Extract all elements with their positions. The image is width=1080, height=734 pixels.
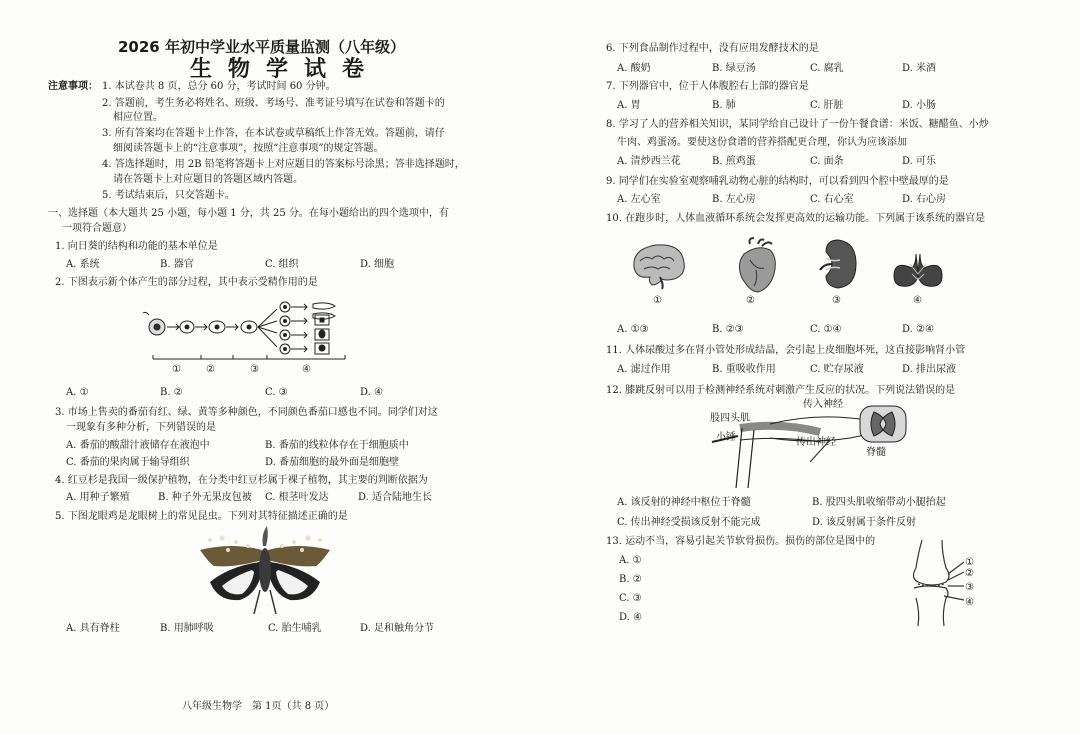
- note-3: 3. 所有答案均在答题卡上作答，在本试卷或草稿纸上作答无效。答题前，请仔: [102, 128, 445, 139]
- q4-option-a: A. 用种子繁殖: [66, 492, 130, 503]
- q2-stem: 2. 下图表示新个体产生的部分过程，其中表示受精作用的是: [55, 277, 318, 288]
- note-1: 1. 本试卷共 8 页，总分 60 分，考试时间 60 分钟。: [102, 81, 336, 92]
- q2-label-3: ③: [250, 364, 259, 375]
- kidney-icon: [818, 238, 858, 290]
- note-4: 4. 答选择题时，用 2B 铅笔将答题卡上对应题目的答案标号涂黑；答非选择题时，: [102, 159, 465, 170]
- page-footer: 八年级生物学 第 1页（共 8 页）: [182, 701, 335, 712]
- q13-label-4: ④: [965, 597, 974, 608]
- q3-option-d: D. 番茄细胞的最外面是细胞壁: [265, 457, 400, 468]
- q8-option-d: D. 可乐: [902, 156, 937, 167]
- q7-option-b: B. 肺: [712, 100, 736, 111]
- q1-option-c: C. 组织: [265, 259, 299, 270]
- q3-option-a: A. 番茄的酸甜汁液储存在液泡中: [66, 440, 210, 451]
- q13-option-a: A. ①: [619, 555, 642, 566]
- q6-option-b: B. 绿豆汤: [712, 63, 756, 74]
- q12-stem: 12. 膝跳反射可以用于检测神经系统对刺激产生反应的状况。下列说法错误的是: [606, 385, 956, 396]
- note-2: 2. 答题前，考生务必将姓名、班级、考场号、准考证号填写在试卷和答题卡的: [102, 98, 445, 109]
- q1-option-a: A. 系统: [66, 259, 100, 270]
- q13-stem: 13. 运动不当，容易引起关节软骨损伤。损伤的部位是图中的: [606, 536, 876, 547]
- q12-label-hammer: 小锤: [716, 432, 736, 443]
- q9-option-c: C. 右心室: [810, 194, 854, 205]
- q8-stem-cont: 牛肉、鸡蛋汤。要使这份食谱的营养搭配更合理，你认为应该添加: [617, 137, 907, 148]
- q12-label-efferent: 传出神经: [796, 437, 836, 448]
- note-5: 5. 考试结束后，只交答题卡。: [102, 190, 235, 201]
- q12-option-d: D. 该反射属于条件反射: [812, 517, 917, 528]
- q8-stem: 8. 学习了人的营养相关知识，某同学给自己设计了一份午餐食谱：米饭、糖醋鱼、小炒: [606, 119, 989, 130]
- q6-option-c: C. 腐乳: [810, 63, 844, 74]
- q5-option-a: A. 具有脊柱: [66, 623, 120, 634]
- subject-title: 生物学试卷: [190, 57, 381, 82]
- q12-option-b: B. 股四头肌收缩带动小腿抬起: [812, 497, 946, 508]
- q10-label-1: ①: [653, 295, 662, 306]
- fertilization-diagram: [145, 293, 365, 365]
- q3-stem: 3. 市场上售卖的番茄有红、绿、黄等多种颜色，不同颜色番茄口感也不同。同学们对这: [55, 407, 438, 418]
- section-heading-cont: 一项符合题意）: [62, 223, 132, 234]
- q12-label-quadriceps: 股四头肌: [710, 413, 750, 424]
- q10-label-4: ④: [913, 295, 922, 306]
- heart-icon: [736, 238, 778, 292]
- q5-stem: 5. 下图龙眼鸡是龙眼树上的常见昆虫。下列对其特征描述正确的是: [55, 511, 348, 522]
- q1-stem: 1. 向日葵的结构和功能的基本单位是: [55, 241, 218, 252]
- q13-label-1: ①: [965, 557, 974, 568]
- q11-option-a: A. 滤过作用: [617, 364, 671, 375]
- q11-stem: 11. 人体尿酸过多在肾小管处形成结晶，会引起上皮细胞坏死，这直接影响肾小管: [606, 345, 966, 356]
- q8-option-c: C. 面条: [810, 156, 844, 167]
- q5-option-c: C. 胎生哺乳: [268, 623, 322, 634]
- q2-label-2: ②: [206, 364, 215, 375]
- q2-option-d: D. ④: [360, 387, 383, 398]
- q4-option-d: D. 适合陆地生长: [358, 492, 433, 503]
- notes-label: 注意事项：: [48, 81, 98, 92]
- q11-option-b: B. 重吸收作用: [712, 364, 776, 375]
- q13-option-c: C. ③: [619, 593, 642, 604]
- q5-option-d: D. 足和触角分节: [360, 623, 435, 634]
- section-heading: 一、选择题（本大题共 25 小题，每小题 1 分，共 25 分。在每小题给出的四个选项中，有: [48, 208, 449, 219]
- q3-stem-cont: 一现象有多种分析，下列错误的是: [66, 422, 216, 433]
- q12-label-afferent: 传入神经: [803, 399, 843, 410]
- q8-option-a: A. 清炒西兰花: [617, 156, 681, 167]
- q10-option-a: A. ①③: [617, 324, 649, 335]
- q10-stem: 10. 在跑步时，人体血液循环系统会发挥更高效的运输功能。下列属于该系统的器官是: [606, 213, 986, 224]
- exam-title: 2026 年初中学业水平质量监测（八年级）: [118, 38, 405, 56]
- q4-option-c: C. 根茎叶发达: [265, 492, 329, 503]
- q4-option-b: B. 种子外无果皮包被: [158, 492, 252, 503]
- q10-option-c: C. ①④: [810, 324, 842, 335]
- brain-icon: [630, 243, 686, 289]
- q6-stem: 6. 下列食品制作过程中，没有应用发酵技术的是: [606, 43, 819, 54]
- q3-option-b: B. 番茄的线粒体存在于细胞质中: [265, 440, 409, 451]
- q9-option-a: A. 左心室: [617, 194, 661, 205]
- q10-option-b: B. ②③: [712, 324, 744, 335]
- q7-stem: 7. 下列器官中，位于人体腹腔右上部的器官是: [606, 81, 809, 92]
- q10-label-3: ③: [832, 295, 841, 306]
- q11-option-c: C. 贮存尿液: [810, 364, 864, 375]
- q8-option-b: B. 煎鸡蛋: [712, 156, 756, 167]
- q7-option-a: A. 胃: [617, 100, 641, 111]
- q2-option-b: B. ②: [160, 387, 183, 398]
- q13-label-3: ③: [965, 582, 974, 593]
- q6-option-d: D. 米酒: [902, 63, 937, 74]
- q12-option-c: C. 传出神经受损该反射不能完成: [617, 517, 761, 528]
- lanternfly-insect-image: [200, 526, 330, 616]
- q13-label-2: ②: [965, 568, 974, 579]
- note-2-cont: 相应位置。: [113, 112, 163, 123]
- q11-option-d: D. 排出尿液: [902, 364, 957, 375]
- q2-option-c: C. ③: [265, 387, 288, 398]
- q2-label-4: ④: [302, 364, 311, 375]
- note-3-cont: 细阅读答题卡上的“注意事项”，按照“注意事项”的规定答题。: [113, 143, 384, 154]
- q3-option-c: C. 番茄的果肉属于输导组织: [66, 457, 190, 468]
- q12-label-spinal-cord: 脊髓: [866, 447, 886, 458]
- q10-label-2: ②: [746, 295, 755, 306]
- q2-label-1: ①: [172, 364, 181, 375]
- q7-option-d: D. 小肠: [902, 100, 937, 111]
- q9-option-b: B. 左心房: [712, 194, 756, 205]
- q13-option-b: B. ②: [619, 574, 642, 585]
- q1-option-b: B. 器官: [160, 259, 194, 270]
- q2-option-a: A. ①: [66, 387, 89, 398]
- q6-option-a: A. 酸奶: [617, 63, 651, 74]
- q13-option-d: D. ④: [619, 612, 642, 623]
- q7-option-c: C. 肝脏: [810, 100, 844, 111]
- note-4-cont: 请在答题卡上对应题目的答题区域内答题。: [113, 174, 303, 185]
- q5-option-b: B. 用肺呼吸: [160, 623, 214, 634]
- q4-stem: 4. 红豆杉是我国一级保护植物，在分类中红豆杉属于裸子植物，其主要的判断依据为: [55, 475, 428, 486]
- q9-stem: 9. 同学们在实验室观察哺乳动物心脏的结构时，可以看到四个腔中壁最厚的是: [606, 176, 949, 187]
- knee-joint-diagram: [892, 540, 972, 626]
- q12-option-a: A. 该反射的神经中枢位于脊髓: [617, 497, 751, 508]
- q10-option-d: D. ②④: [902, 324, 934, 335]
- lungs-icon: [892, 252, 944, 290]
- q1-option-d: D. 细胞: [360, 259, 395, 270]
- q9-option-d: D. 右心房: [902, 194, 947, 205]
